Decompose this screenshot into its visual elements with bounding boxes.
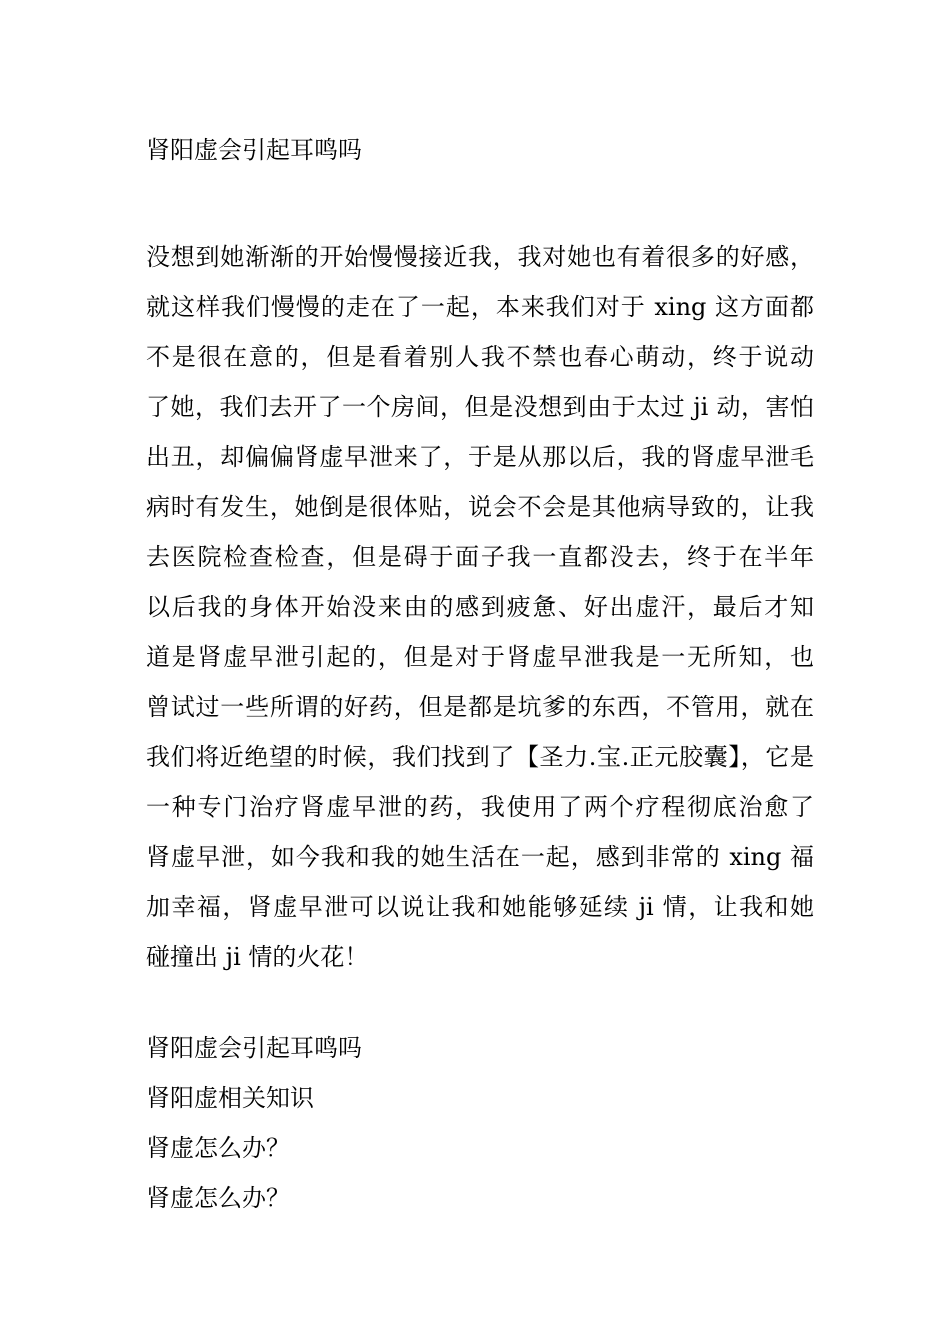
paragraph-line: 一种专门治疗肾虚早泄的药，我使用了两个疗程彻底治愈了 xyxy=(146,793,814,821)
related-item: 肾虚怎么办？ xyxy=(146,1134,290,1162)
related-item: 肾虚怎么办？ xyxy=(146,1184,290,1212)
paragraph-line: 肾虚早泄，如今我和我的她生活在一起，感到非常的 xing 福 xyxy=(146,843,814,871)
body-paragraph xyxy=(146,232,814,982)
paragraph-line: 碰撞出 ji 情的火花！ xyxy=(146,943,369,971)
paragraph-line: 曾试过一些所谓的好药，但是都是坑爹的东西，不管用，就在 xyxy=(146,693,814,721)
paragraph-line: 加幸福，肾虚早泄可以说让我和她能够延续 ji 情，让我和她 xyxy=(146,893,814,921)
paragraph-line: 道是肾虚早泄引起的，但是对于肾虚早泄我是一无所知，也 xyxy=(146,643,814,671)
paragraph-line: 去医院检查检查，但是碍于面子我一直都没去，终于在半年 xyxy=(146,543,814,571)
paragraph-line: 就这样我们慢慢的走在了一起，本来我们对于 xing 这方面都 xyxy=(146,293,814,321)
document-content xyxy=(146,130,814,1212)
paragraph-line: 不是很在意的，但是看着别人我不禁也春心萌动，终于说动 xyxy=(146,343,814,371)
paragraph-line: 我们将近绝望的时候，我们找到了【圣力.宝.正元胶囊】，它是 xyxy=(146,743,814,771)
related-list xyxy=(146,1023,362,1223)
paragraph-line: 没想到她渐渐的开始慢慢接近我，我对她也有着很多的好感， xyxy=(146,243,814,271)
paragraph-line: 以后我的身体开始没来由的感到疲惫、好出虚汗，最后才知 xyxy=(146,593,814,621)
paragraph-line: 出丑，却偏偏肾虚早泄来了，于是从那以后，我的肾虚早泄毛 xyxy=(146,443,814,471)
related-item: 肾阳虚会引起耳鸣吗 xyxy=(146,1034,362,1062)
paragraph-line: 了她，我们去开了一个房间，但是没想到由于太过 ji 动，害怕 xyxy=(146,393,814,421)
paragraph-line: 病时有发生，她倒是很体贴，说会不会是其他病导致的，让我 xyxy=(146,493,814,521)
document-title: 肾阳虚会引起耳鸣吗 xyxy=(146,136,362,164)
related-item: 肾阳虚相关知识 xyxy=(146,1084,314,1112)
